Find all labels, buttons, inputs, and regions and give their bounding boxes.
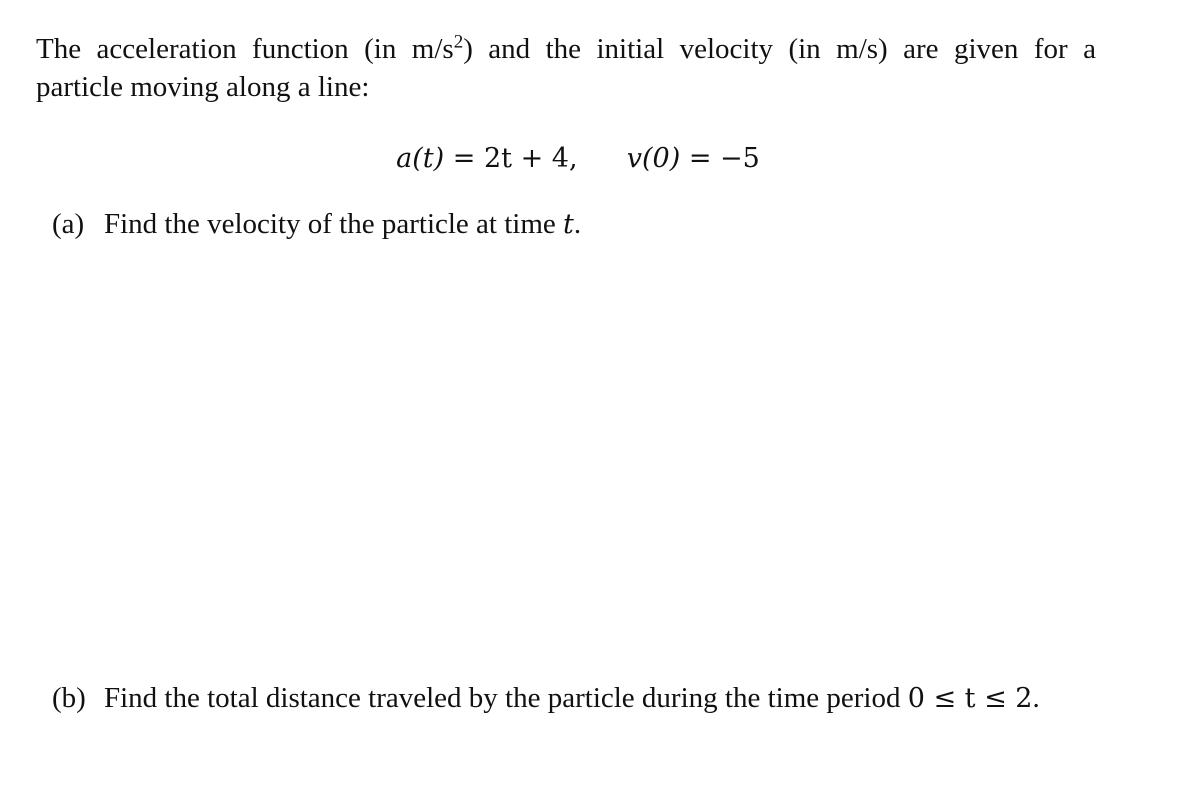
part-b-range: 0 ≤ t ≤ 2 [907,683,1033,714]
given-equations [0,138,1196,179]
units-exponent: 2 [453,31,464,53]
part-a-variable: t [563,209,574,240]
part-a-label: (a) [52,208,85,240]
statement-line-2: particle moving along a line: [36,71,370,103]
equation-body [396,139,760,179]
statement-line-1 [36,30,1096,68]
part-a-text: Find the velocity of the particle at time [104,208,564,240]
velocity-lhs: v(0) [626,143,681,174]
acceleration-rhs: = 2t + 4, [452,143,578,174]
velocity-rhs: = −5 [688,143,760,174]
problem-statement [36,30,1096,106]
statement-text-end: ) and the initial velocity (in m/s) are given for a [463,33,1096,65]
part-b-label: (b) [52,682,86,714]
acceleration-lhs: a(t) [396,143,445,174]
part-b-text: Find the total distance traveled by the particle during the time period [104,682,908,714]
part-a-period: . [573,208,582,240]
statement-text-start: The acceleration function (in m/s [36,33,454,65]
part-b-period: . [1032,682,1040,714]
question-part-a [52,205,581,244]
question-part-b [52,679,1040,718]
